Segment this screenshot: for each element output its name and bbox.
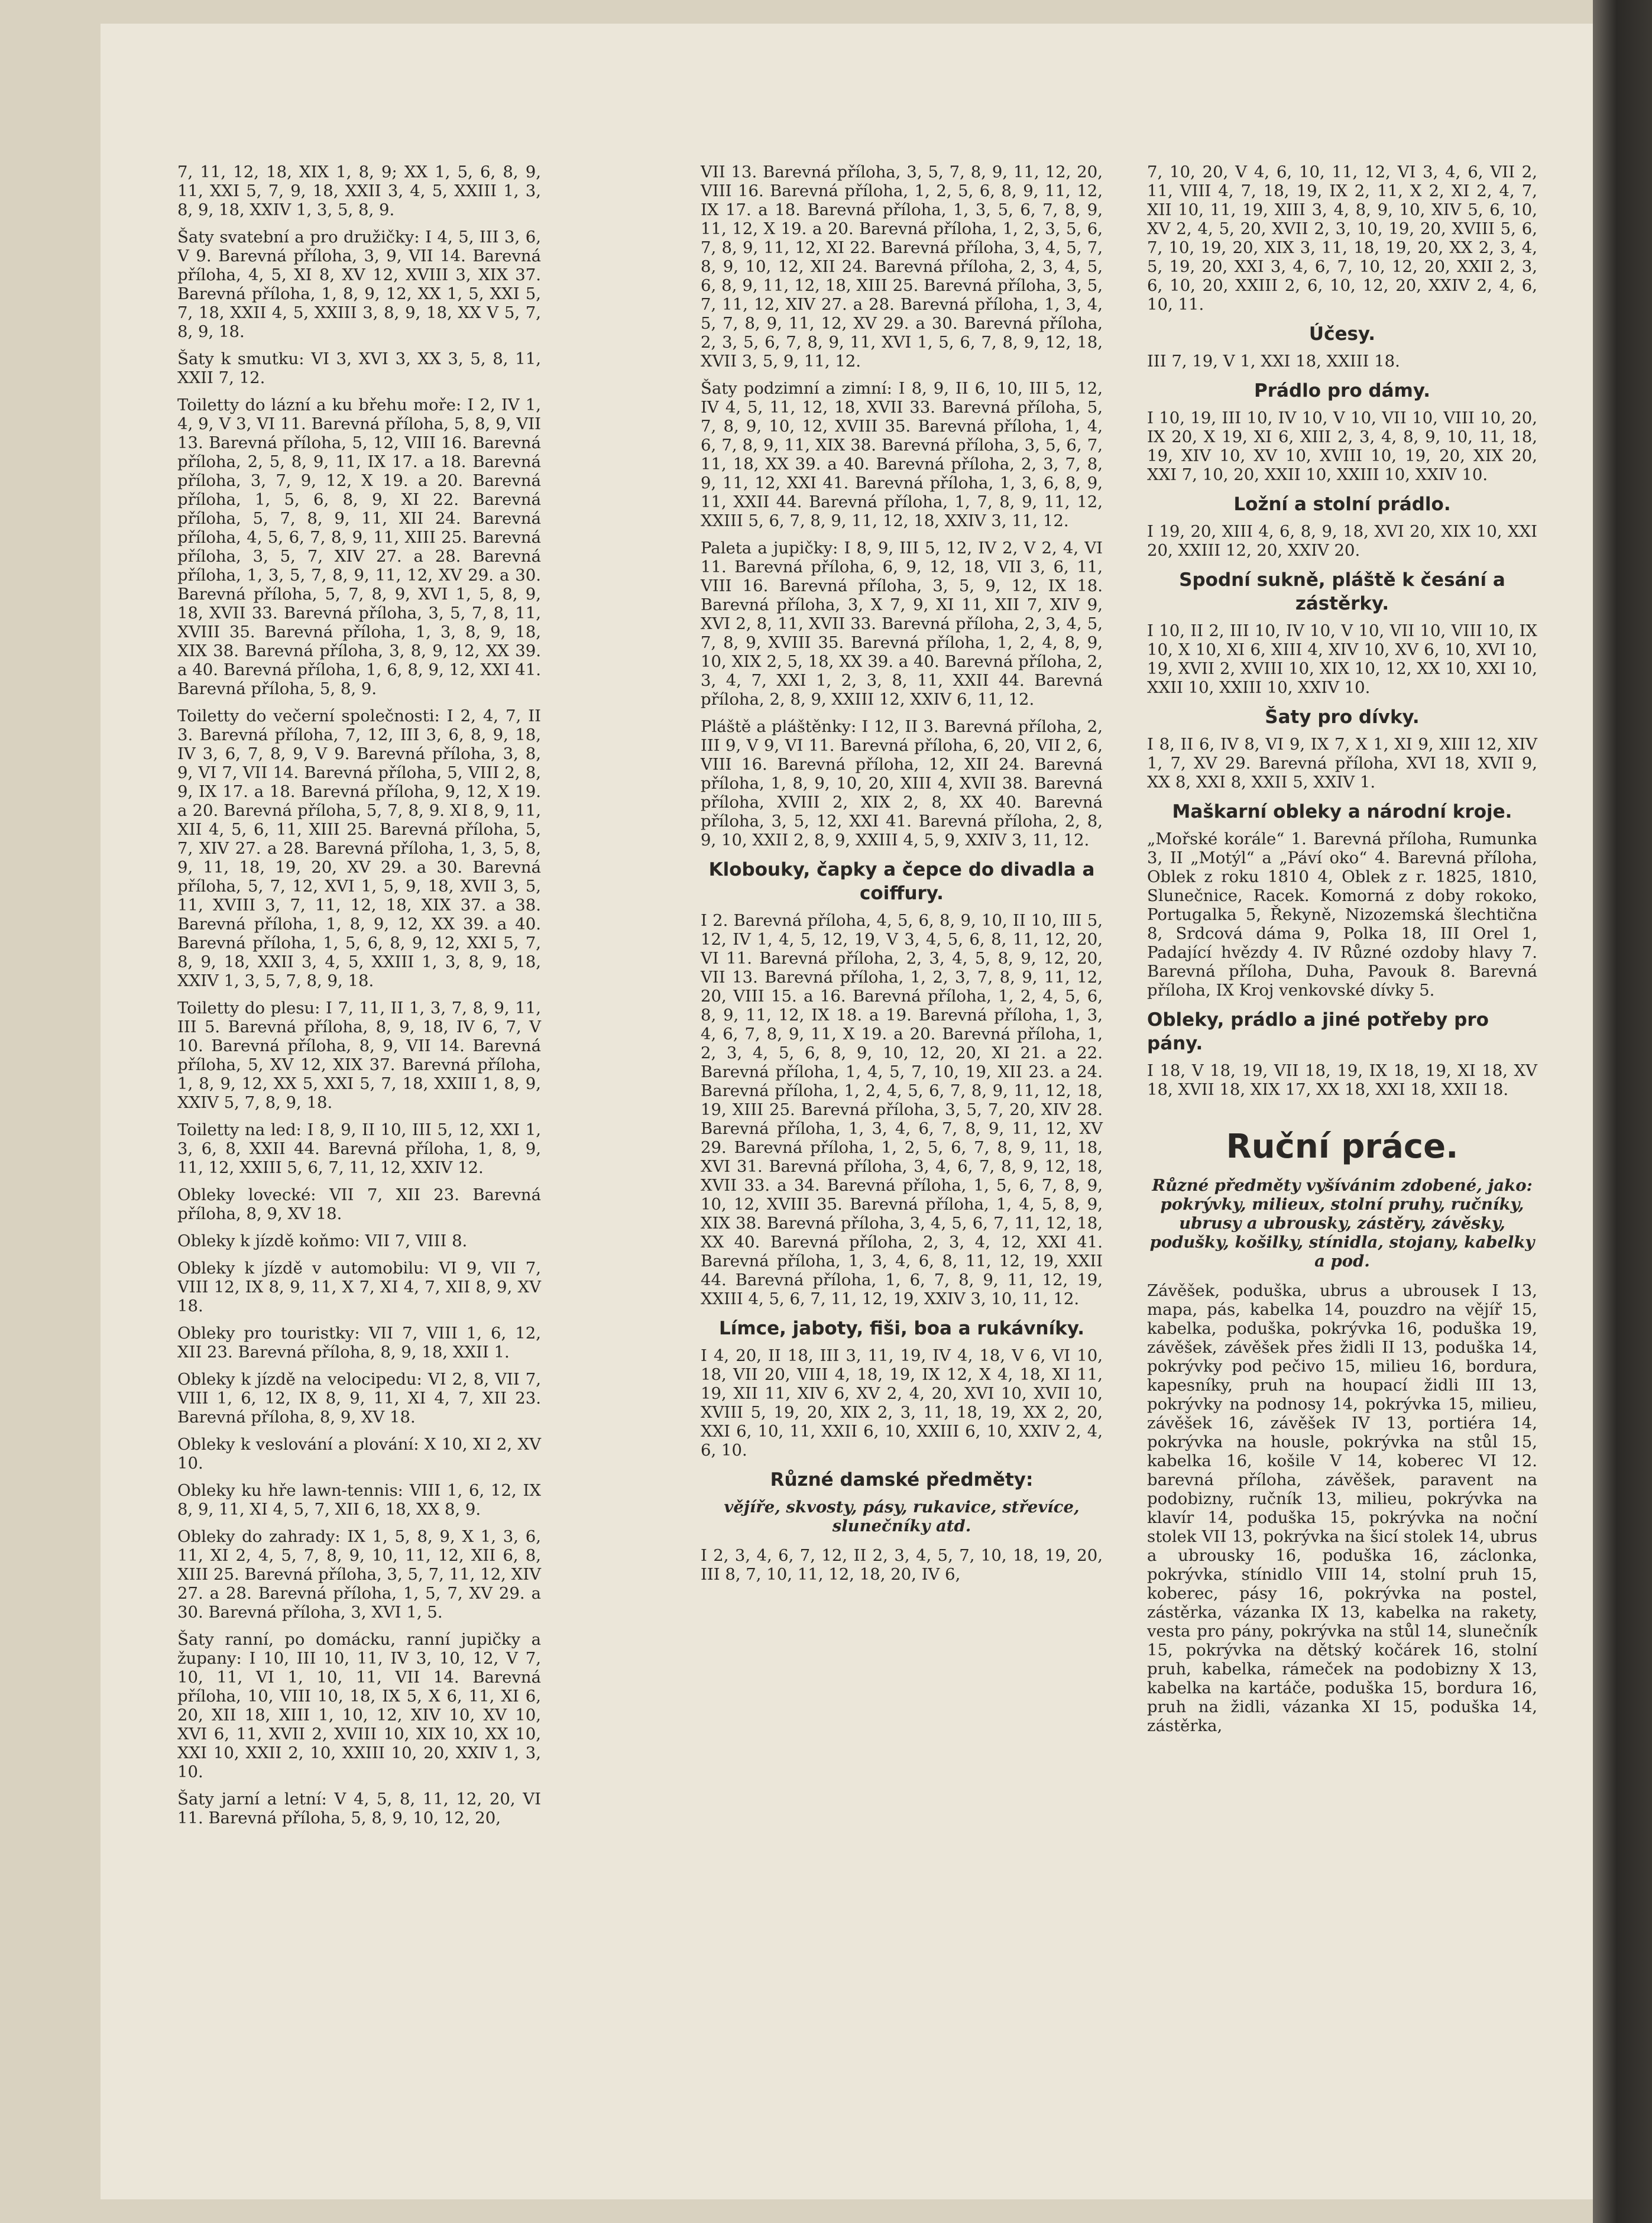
index-entry: I 2, 3, 4, 6, 7, 12, II 2, 3, 4, 5, 7, 10, 18, 19, 20, III 8, 7, 10, 11, 12, 18, 20, IV 6, (701, 1546, 1103, 1584)
index-entry: Toiletty na led: I 8, 9, II 10, III 5, 12, XXI 1, 3, 6, 8, XXII 44. Barevná příloha, 1, 8, 9, 11, 12, XXIII 5, 6, 7, 11, 12, XXIV 12. (177, 1120, 541, 1177)
section-heading: Různé damské předměty: (770, 1469, 1034, 1490)
section-heading: Límce, jaboty, fiši, boa a rukávníky. (719, 1318, 1084, 1339)
index-entry: Obleky lovecké: VII 7, XII 23. Barevná příloha, 8, 9, XV 18. (177, 1185, 541, 1223)
index-entry: 7, 10, 20, V 4, 6, 10, 11, 12, VI 3, 4, 6, VII 2, 11, VIII 4, 7, 18, 19, IX 2, 11, X 2, XI 2, 4, 7, XII 10, 11, 19, XIII 3, 4, 8, 9, 10, XIV 5, 6, 10, XV 2, 4, 5, 20, XVII 2, 3, 10, 19, 20, XVIII 5, 6, 7, 10, 19, 20, XIX 3, 11, 18, 19, 20, XX 2, 3, 4, 5, 19, 20, XXI 3, 4, 6, 7, 10, 12, 20, XXII 2, 3, 6, 10, 20, XXIII 2, 6, 10, 12, 20, XXIV 2, 4, 6, 10, 11. (1147, 163, 1537, 314)
section-heading: Maškarní obleky a národní kroje. (1172, 801, 1512, 822)
section-heading: Klobouky, čapky a čepce do divadla a coiffury. (708, 859, 1095, 904)
index-entry: Šaty k smutku: VI 3, XVI 3, XX 3, 5, 8, 11, XXII 7, 12. (177, 349, 541, 387)
index-column-3 (1147, 163, 1537, 1744)
index-entry: Pláště a pláštěnky: I 12, II 3. Barevná příloha, 2, III 9, V 9, VI 11. Barevná příloha, 6, 20, VII 2, 6, VIII 16. Barevná příloha, 12, XII 24. Barevná příloha, 1, 8, 9, 10, 20, XIII 4, XVII 38. Barevná příloha, XVIII 2, XIX 2, 8, XX 40. Barevná příloha, 3, 5, 12, XXI 41. Barevná příloha, 2, 8, 9, 10, XXII 2, 8, 9, XXIII 4, 5, 9, XXIV 3, 11, 12. (701, 717, 1103, 850)
index-column-2 (701, 163, 1103, 1592)
section-heading: Šaty pro dívky. (1265, 707, 1420, 728)
index-entry: Toiletty do večerní společnosti: I 2, 4, 7, II 3. Barevná příloha, 7, 12, III 3, 6, 8, 9, 18, IV 3, 6, 7, 8, 9, V 9. Barevná příloha, 3, 8, 9, VI 7, VII 14. Barevná příloha, 5, VIII 2, 8, 9, IX 17. a 18. Barevná příloha, 9, 12, X 19. a 20. Barevná příloha, 5, 7, 8, 9. XI 8, 9, 11, XII 4, 5, 6, 11, XIII 25. Barevná příloha, 5, 7, XIV 27. a 28. Barevná příloha, 1, 3, 5, 8, 9, 11, 18, 19, 20, XV 29. a 30. Barevná příloha, 5, 7, 12, XVI 1, 5, 9, 18, XVII 3, 5, 11, XVIII 3, 7, 11, 12, 18, XIX 37. a 38. Barevná příloha, 1, 8, 9, 12, XX 39. a 40. Barevná příloha, 1, 5, 6, 8, 9, 12, XXI 5, 7, 8, 9, 18, XXII 3, 4, 5, XXIII 1, 3, 8, 9, 18, XXIV 1, 3, 5, 7, 8, 9, 18. (177, 707, 541, 990)
index-entry: Paleta a jupičky: I 8, 9, III 5, 12, IV 2, V 2, 4, VI 11. Barevná příloha, 6, 9, 12, 18, VII 3, 6, 11, VIII 16. Barevná příloha, 3, 5, 9, 12, IX 18. Barevná příloha, 3, X 7, 9, XI 11, XII 7, XIV 9, XVI 2, 8, 11, XVII 33. Barevná příloha, 2, 3, 4, 5, 7, 8, 9, XVIII 35. Barevná příloha, 1, 2, 4, 8, 9, 10, XIX 2, 5, 18, XX 39. a 40. Barevná příloha, 2, 3, 4, 7, XXI 1, 2, 3, 8, 11, XXII 44. Barevná příloha, 2, 8, 9, XXIII 12, XXIV 6, 11, 12. (701, 539, 1103, 709)
index-entry: VII 13. Barevná příloha, 3, 5, 7, 8, 9, 11, 12, 20, VIII 16. Barevná příloha, 1, 2, 5, 6, 8, 9, 11, 12, IX 17. a 18. Barevná příloha, 1, 3, 5, 6, 7, 8, 9, 11, 12, X 19. a 20. Barevná příloha, 1, 2, 3, 5, 6, 7, 8, 9, 11, 12, XI 22. Barevná příloha, 3, 4, 5, 7, 8, 9, 10, 12, XII 24. Barevná příloha, 2, 3, 4, 5, 6, 8, 9, 11, 12, 18, XIII 25. Barevná příloha, 3, 5, 7, 11, 12, XIV 27. a 28. Barevná příloha, 1, 3, 4, 5, 7, 8, 9, 11, 12, XV 29. a 30. Barevná příloha, 2, 3, 5, 6, 7, 8, 9, 11, XVI 1, 5, 6, 7, 8, 9, 12, 18, XVII 3, 5, 9, 11, 12. (701, 163, 1103, 371)
section-heading: Účesy. (1308, 323, 1376, 345)
index-entry: I 10, 19, III 10, IV 10, V 10, VII 10, VIII 10, 20, IX 20, X 19, XI 6, XIII 2, 3, 4, 8, 9, 10, 11, 18, 19, XIV 10, XV 10, XVIII 10, 19, 20, XIX 20, XXI 7, 10, 20, XXII 10, XXIII 10, XXIV 10. (1147, 409, 1537, 484)
catalog-page (101, 24, 1614, 2199)
index-entry: Obleky k jízdě koňmo: VII 7, VIII 8. (177, 1232, 468, 1250)
index-entry: Toiletty do plesu: I 7, 11, II 1, 3, 7, 8, 9, 11, III 5. Barevná příloha, 8, 9, 18, IV 6, 7, V 10. Barevná příloha, 8, 9, VII 14. Barevná příloha, 5, XV 12, XIX 37. Barevná příloha, 1, 8, 9, 12, XX 5, XXI 5, 7, 18, XXIII 1, 8, 9, XXIV 5, 7, 8, 9, 18. (177, 999, 541, 1112)
index-entry: III 7, 19, V 1, XXI 18, XXIII 18. (1147, 352, 1400, 371)
section-heading: Spodní sukně, pláště k česání a zástěrky. (1179, 569, 1505, 614)
index-entry: I 2. Barevná příloha, 4, 5, 6, 8, 9, 10, II 10, III 5, 12, IV 1, 4, 5, 12, 19, V 3, 4, 5, 6, 8, 11, 12, 20, VI 11. Barevná příloha, 2, 3, 4, 5, 8, 9, 12, 20, VII 13. Barevná příloha, 1, 2, 3, 7, 8, 9, 11, 12, 20, VIII 15. a 16. Barevná příloha, 1, 2, 4, 5, 6, 8, 9, 11, 12, IX 18. a 19. Barevná příloha, 1, 3, 4, 6, 7, 8, 9, 11, X 19. a 20. Barevná příloha, 1, 2, 3, 4, 5, 6, 8, 9, 10, 12, 20, XI 21. a 22. Barevná příloha, 1, 4, 5, 7, 10, 19, XII 23. a 24. Barevná příloha, 1, 2, 4, 5, 6, 7, 8, 9, 11, 12, 18, 19, XIII 25. Barevná příloha, 3, 5, 7, 20, XIV 28. Barevná příloha, 1, 3, 4, 6, 7, 8, 9, 11, 12, XV 29. Barevná příloha, 1, 2, 5, 6, 7, 8, 9, 11, 18, XVI 31. Barevná příloha, 3, 4, 6, 7, 8, 9, 12, 18, XVII 33. a 34. Barevná příloha, 1, 5, 6, 7, 8, 9, 10, 12, XVIII 35. Barevná příloha, 1, 4, 5, 8, 9, XIX 38. Barevná příloha, 3, 4, 5, 6, 7, 11, 12, 18, XX 40. Barevná příloha, 2, 3, 4, 12, XXI 41. Barevná příloha, 1, 3, 4, 6, 8, 11, 12, 19, XXII 44. Barevná příloha, 1, 6, 7, 8, 9, 11, 12, 19, XXIII 4, 5, 6, 7, 11, 12, 19, XXIV 3, 10, 11, 12. (701, 911, 1103, 1308)
section-heading: Prádlo pro dámy. (1254, 380, 1430, 401)
section-title: Ruční práce. (1226, 1127, 1459, 1166)
index-entry: Obleky ku hře lawn-tennis: VIII 1, 6, 12, IX 8, 9, 11, XI 4, 5, 7, XII 6, 18, XX 8, 9. (177, 1481, 541, 1519)
index-entry: Šaty podzimní a zimní: I 8, 9, II 6, 10, III 5, 12, IV 4, 5, 11, 12, 18, XVII 33. Barevná příloha, 5, 7, 8, 9, 10, 12, XVIII 35. Barevná příloha, 1, 4, 6, 7, 8, 9, 11, XIX 38. Barevná příloha, 3, 5, 6, 7, 11, 18, XX 39. a 40. Barevná příloha, 2, 3, 7, 8, 9, 11, 12, XXI 41. Barevná příloha, 1, 3, 6, 8, 9, 11, XXII 44. Barevná příloha, 1, 7, 8, 9, 11, 12, XXIII 5, 6, 7, 8, 9, 11, 12, 18, XXIV 3, 11, 12. (701, 379, 1103, 530)
index-entry: 7, 11, 12, 18, XIX 1, 8, 9; XX 1, 5, 6, 8, 9, 11, XXI 5, 7, 9, 18, XXII 3, 4, 5, XXIII 1, 3, 8, 9, 18, XXIV 1, 3, 5, 8, 9. (177, 163, 541, 219)
page-binding-edge (1593, 0, 1652, 2223)
index-entry: Šaty ranní, po domácku, ranní jupičky a župany: I 10, III 10, 11, IV 3, 10, 12, V 7, 10, 11, VI 1, 10, 11, VII 14. Barevná příloha, 10, VIII 10, 18, IX 5, X 6, 11, XI 6, 20, XII 18, XIII 1, 10, 12, XIV 10, XV 10, XVI 6, 11, XVII 2, XVIII 10, XIX 10, XX 10, XXI 10, XXII 2, 10, XXIII 10, 20, XXIV 1, 3, 10. (177, 1630, 541, 1781)
index-entry: „Mořské korále“ 1. Barevná příloha, Rumunka 3, II „Motýl“ a „Páví oko“ 4. Barevná příloha, Oblek z roku 1810 4, Oblek z r. 1825, 1810, Slunečnice, Racek. Komorná z doby rokoko, Portugalka 5, Řekyně, Nizozemská šlechtična 8, Srdcová dáma 9, Polka 18, III Orel 1, Padající hvězdy 4. IV Různé ozdoby hlavy 7. Barevná příloha, Duha, Pavouk 8. Barevná příloha, IX Kroj venkovské dívky 5. (1147, 829, 1537, 1000)
index-entry: I 8, II 6, IV 8, VI 9, IX 7, X 1, XI 9, XIII 12, XIV 1, 7, XV 29. Barevná příloha, XVI 18, XVII 9, XX 8, XXI 8, XXII 5, XXIV 1. (1147, 735, 1537, 792)
index-entry: Obleky k jízdě na velocipedu: VI 2, 8, VII 7, VIII 1, 6, 12, IX 8, 9, 11, XI 4, 7, XII 23. Barevná příloha, 8, 9, XV 18. (177, 1370, 541, 1427)
index-entry: Toiletty do lázní a ku břehu moře: I 2, IV 1, 4, 9, V 3, VI 11. Barevná příloha, 5, 8, 9, VII 13. Barevná příloha, 5, 12, VIII 16. Barevná příloha, 2, 5, 8, 9, 11, IX 17. a 18. Barevná příloha, 3, 7, 9, 12, X 19. a 20. Barevná příloha, 1, 5, 6, 8, 9, XI 22. Barevná příloha, 5, 7, 8, 9, 11, XII 24. Barevná příloha, 4, 5, 6, 7, 8, 9, 11, XIII 25. Barevná příloha, 3, 5, 7, XIV 27. a 28. Barevná příloha, 1, 3, 5, 7, 8, 9, 11, 12, XV 29. a 30. Barevná příloha, 5, 7, 8, 9, XVI 1, 5, 8, 9, 18, XVII 33. Barevná příloha, 3, 5, 7, 8, 11, XVIII 35. Barevná příloha, 1, 3, 8, 9, 18, XIX 38. Barevná příloha, 3, 8, 9, 12, XX 39. a 40. Barevná příloha, 1, 6, 8, 9, 12, XXI 41. Barevná příloha, 5, 8, 9. (177, 396, 541, 698)
index-entry: Obleky k veslování a plování: X 10, XI 2, XV 10. (177, 1435, 541, 1473)
section-subheading: Různé předměty vyšívánim zdobené, jako: pokrývky, milieux, stolní pruhy, ručníky, ubrusy a ubrousky, zástěry, závěsky, podušky, košilky, stínidla, stojany, kabelky a pod. (1149, 1176, 1535, 1271)
index-entry: Šaty jarní a letní: V 4, 5, 8, 11, 12, 20, VI 11. Barevná příloha, 5, 8, 9, 10, 12, 20, (177, 1790, 541, 1827)
index-entry: I 10, II 2, III 10, IV 10, V 10, VII 10, VIII 10, IX 10, X 10, XI 6, XIII 4, XIV 10, XV 6, 10, XVI 10, 19, XVII 2, XVIII 10, XIX 10, 12, XX 10, XXI 10, XXII 10, XXIII 10, XXIV 10. (1147, 621, 1537, 697)
index-entry: Obleky pro touristky: VII 7, VIII 1, 6, 12, XII 23. Barevná příloha, 8, 9, 18, XXII 1. (177, 1324, 541, 1362)
index-entry: I 18, V 18, 19, VII 18, 19, IX 18, 19, XI 18, XV 18, XVII 18, XIX 17, XX 18, XXI 18, XXII 18. (1147, 1061, 1537, 1099)
index-column-1 (177, 163, 541, 1836)
section-heading: Obleky, prádlo a jiné potřeby pro pány. (1147, 1009, 1489, 1054)
index-entry: Obleky do zahrady: IX 1, 5, 8, 9, X 1, 3, 6, 11, XI 2, 4, 5, 7, 8, 9, 10, 11, 12, XII 6, 8, XIII 25. Barevná příloha, 3, 5, 7, 11, 12, XIV 27. a 28. Barevná příloha, 1, 5, 7, XV 29. a 30. Barevná příloha, 3, XVI 1, 5. (177, 1527, 541, 1622)
index-entry: I 4, 20, II 18, III 3, 11, 19, IV 4, 18, V 6, VI 10, 18, VII 20, VIII 4, 18, 19, IX 12, X 4, 18, XI 11, 19, XII 11, XIV 6, XV 2, 4, 20, XVI 10, XVII 10, XVIII 5, 19, 20, XIX 2, 3, 11, 18, 19, XX 2, 20, XXI 6, 10, 11, XXII 6, 10, XXIII 6, 10, XXIV 2, 4, 6, 10. (701, 1346, 1103, 1460)
index-entry: Šaty svatební a pro družičky: I 4, 5, III 3, 6, V 9. Barevná příloha, 3, 9, VII 14. Barevná příloha, 4, 5, XI 8, XV 12, XVIII 3, XIX 37. Barevná příloha, 1, 8, 9, 12, XX 1, 5, XXI 5, 7, 18, XXII 4, 5, XXIII 3, 8, 9, 18, XX V 5, 7, 8, 9, 18. (177, 228, 541, 341)
section-subheading: vějíře, skvosty, pásy, rukavice, střevíce, slunečníky atd. (724, 1498, 1080, 1535)
index-entry: Závěšek, poduška, ubrus a ubrousek I 13, mapa, pás, kabelka 14, pouzdro na vějíř 15, kabelka, poduška, pokrývka 16, poduška 19, závěšek, závěšek přes židli II 13, poduška 14, pokrývky pod pečivo 15, milieu 16, bordura, kapesníky, pruh na houpací židli III 13, pokrývky na podnosy 14, pokrývka 15, milieu, závěšek 16, závěšek IV 13, portiéra 14, pokrývka na housle, pokrývka na stůl 15, kabelka 16, košile V 14, koberec VI 12. barevná příloha, závěšek, paravent na podobizny, ručník 13, milieu, pokrývka na klavír 14, poduška 15, pokrývka na noční stolek VII 13, pokrývka na šicí stolek 14, ubrus a ubrousky 16, poduška 16, záclonka, pokrývka, stínidlo VIII 14, stolní pruh 15, koberec, pásy 16, pokrývka na postel, zástěrka, vázanka IX 13, kabelka na rakety, vesta pro pány, pokrývka na stůl 14, slunečník 15, pokrývka na dětský kočárek 16, stolní pruh, kabelka, rámeček na podobizny X 13, kabelka na kartáče, poduška 15, bordura 16, pruh na židli, vázanka XI 15, poduška 14, zástěrka, (1147, 1281, 1537, 1735)
index-entry: Obleky k jízdě v automobilu: VI 9, VII 7, VIII 12, IX 8, 9, 11, X 7, XI 4, 7, XII 8, 9, XV 18. (177, 1259, 541, 1315)
index-entry: I 19, 20, XIII 4, 6, 8, 9, 18, XVI 20, XIX 10, XXI 20, XXIII 12, 20, XXIV 20. (1147, 522, 1537, 560)
section-heading: Ložní a stolní prádlo. (1233, 494, 1451, 515)
